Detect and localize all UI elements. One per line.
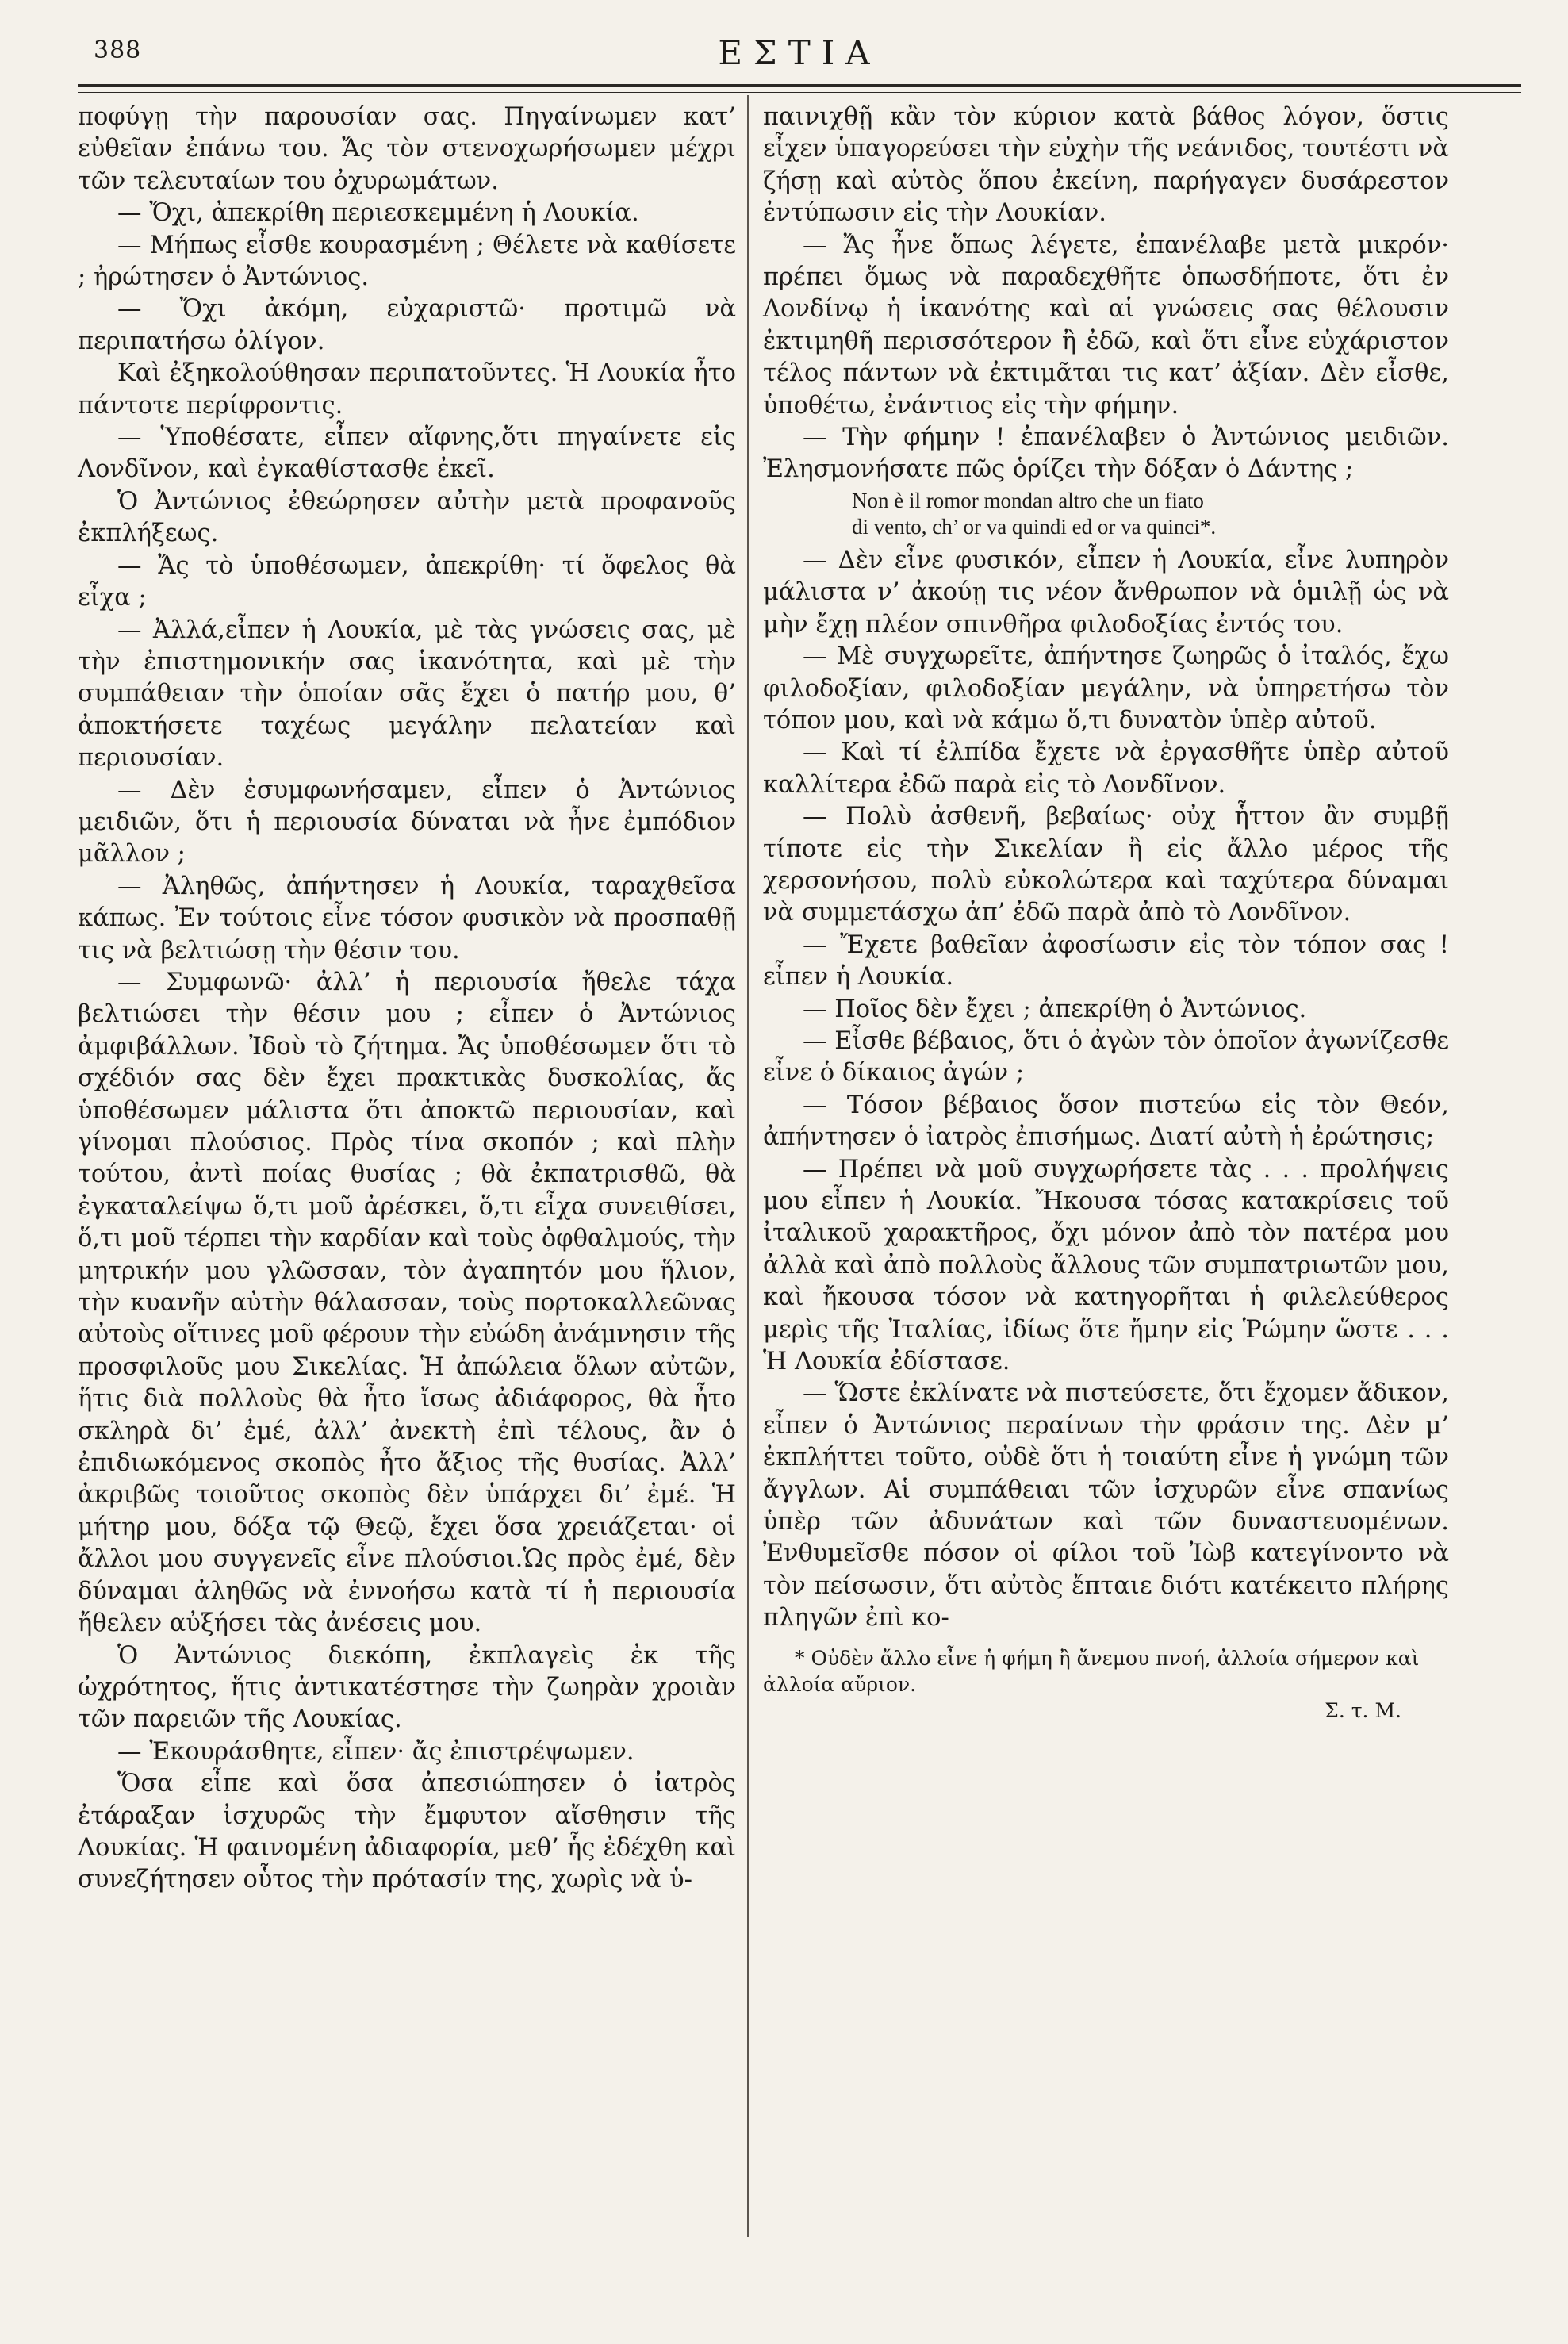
paragraph: ποφύγῃ τὴν παρουσίαν σας. Πηγαίνωμεν κατ’ εὐθεῖαν ἐπάνω του. Ἄς τὸν στενοχωρήσωμεν μέχρι τῶν τελευταίων του ὀχυρωμάτων. bbox=[78, 103, 736, 195]
right-column-lower bbox=[763, 545, 1449, 1635]
right-column bbox=[763, 102, 1449, 1724]
page-header bbox=[78, 30, 1521, 78]
paragraph: Ὅσα εἶπε καὶ ὅσα ἀπεσιώπησεν ὁ ἰατρὸς ἐτάραξαν ἰσχυρῶς τὴν ἔμφυτον αἴσθησιν τῆς Λουκίας. Ἡ φαινομένη ἀδιαφορία, μεθ’ ἧς ἐδέχθη καὶ συνεζήτησεν οὗτος τὴν πρότασίν της, χωρὶς νὰ ὑ- bbox=[78, 1770, 736, 1894]
paragraph: — Ἀλλά,εἶπεν ἡ Λουκία, μὲ τὰς γνώσεις σας, μὲ τὴν ἐπιστημονικήν σας ἱκανότητα, καὶ μὲ τὴν συμπάθειαν τὴν ὁποίαν σᾶς ἔχει ὁ πατήρ μου, θ’ ἀποκτήσετε ταχέως μεγάλην πελατείαν καὶ περιουσίαν. bbox=[78, 616, 736, 773]
quote-line: Non è il romor mondan altro che un fiato bbox=[852, 488, 1204, 512]
paragraph: — Ὥστε ἐκλίνατε νὰ πιστεύσετε, ὅτι ἔχομεν ἄδικον, εἶπεν ὁ Ἀντώνιος περαίνων τὴν φράσιν της. Δὲν μ’ ἐκπλήττει τοῦτο, οὐδὲ ὅτι ἡ τοιαύτη εἶνε ἡ γνώμη τῶν ἄγγλων. Αἱ συμπάθειαι τῶν ἰσχυρῶν εἶνε σπανίως ὑπὲρ τῶν ἀδυνάτων καὶ τῶν δυναστευομένων. Ἐνθυμεῖσθε πόσον οἱ φίλοι τοῦ Ἰὼβ κατεγίνοντο νὰ τὸν πείσωσιν, ὅτι αὐτὸς ἔπταιε διότι κατέκειτο πλήρης πληγῶν ἐπὶ κο- bbox=[763, 1379, 1449, 1632]
paragraph: — Ὑποθέσατε, εἶπεν αἴφνης,ὅτι πηγαίνετε εἰς Λονδῖνον, καὶ ἐγκαθίστασθε ἐκεῖ. bbox=[78, 424, 736, 484]
paragraph: — Πρέπει νὰ μοῦ συγχωρήσετε τὰς . . . προλήψεις μου εἶπεν ἡ Λουκία. Ἤκουσα τόσας κατακρίσεις τοῦ ἰταλικοῦ χαρακτῆρος, ὄχι μόνον ἀπὸ τὸν πατέρα μου ἀλλὰ καὶ ἀπὸ πολλοὺς ἄλλους τῶν συμπατριωτῶν μου, καὶ ἤκουσα τόσον νὰ κατηγορῆται ἡ φιλελεύθερος μερὶς τῆς Ἰταλίας, ἰδίως ὅτε ἤμην εἰς Ῥώμην ὥστε . . . Ἡ Λουκία ἐδίστασε. bbox=[763, 1155, 1449, 1376]
right-column-upper bbox=[763, 102, 1449, 486]
paragraph: — Δὲν εἶνε φυσικόν, εἶπεν ἡ Λουκία, εἶνε λυπηρὸν μάλιστα ν’ ἀκούῃ τις νέον ἄνθρωπον νὰ ὁμιλῇ ὡς νὰ μὴν ἔχῃ πλέον σπινθῆρα φιλοδοξίας ἐντός του. bbox=[763, 546, 1449, 639]
footnote: * Οὐδὲν ἄλλο εἶνε ἡ φήμη ἢ ἄνεμου πνοή, ἀλλοία σήμερον καὶ ἀλλοία αὔριον. bbox=[763, 1646, 1420, 1696]
paragraph: — Μήπως εἶσθε κουρασμένη ; Θέλετε νὰ καθίσετε ; ἠρώτησεν ὁ Ἀντώνιος. bbox=[78, 231, 736, 292]
paragraph: Ὁ Ἀντώνιος ἐθεώρησεν αὐτὴν μετὰ προφανοῦς ἐκπλήξεως. bbox=[78, 487, 736, 548]
paragraph: Ὁ Ἀντώνιος διεκόπη, ἐκπλαγεὶς ἐκ τῆς ὠχρότητος, ἥτις ἀντικατέστησε τὴν ζωηρὰν χροιὰν τῶν παρειῶν τῆς Λουκίας. bbox=[78, 1641, 736, 1734]
paragraph: Καὶ ἐξηκολούθησαν περιπατοῦντες. Ἡ Λουκία ἦτο πάντοτε περίφροντις. bbox=[78, 359, 736, 420]
page-number: 388 bbox=[94, 36, 142, 64]
paragraph: — Ἄς ἦνε ὅπως λέγετε, ἐπανέλαβε μετὰ μικρόν· πρέπει ὅμως νὰ παραδεχθῆτε ὁπωσδήποτε, ὅτι ἐν Λονδίνῳ ἡ ἱκανότης καὶ αἱ γνώσεις σας θέλουσιν ἐκτιμηθῆ περισσότερον ἢ ἐδῶ, καὶ ὅτι εἶνε εὐχάριστον τέλος πάντων νὰ ἐκτιμᾶται τις κατ’ ἀξίαν. Δὲν εἶσθε, ὑποθέτω, ἐνάντιος εἰς τὴν φήμην. bbox=[763, 231, 1449, 420]
paragraph: — Μὲ συγχωρεῖτε, ἀπήντησε ζωηρῶς ὁ ἰταλός, ἔχω φιλοδοξίαν, φιλοδοξίαν μεγάλην, νὰ ὑπηρετήσω τὸν τόπον μου, καὶ νὰ κάμω ὅ,τι δυνατὸν ὑπὲρ αὐτοῦ. bbox=[763, 643, 1449, 735]
paragraph: — Ἐκουράσθητε, εἶπεν· ἄς ἐπιστρέψωμεν. bbox=[117, 1737, 634, 1766]
footnote-signature: Σ. τ. Μ. bbox=[1325, 1698, 1401, 1722]
paragraph: παινιχθῇ κἂν τὸν κύριον κατὰ βάθος λόγον, ὅστις εἶχεν ὑπαγορεύσει τὴν εὐχὴν τῆς νεάνιδος, τουτέστι νὰ ζήσῃ καὶ αὐτὸς ὅπου ἐκείνη, παρήγαγεν δυσάρεστον ἐντύπωσιν εἰς τὴν Λουκίαν. bbox=[763, 103, 1449, 228]
column-divider bbox=[747, 95, 749, 2237]
header-rule-thin bbox=[78, 92, 1521, 93]
paragraph: — Δὲν ἐσυμφωνήσαμεν, εἶπεν ὁ Ἀντώνιος μειδιῶν, ὅτι ἡ περιουσία δύναται νὰ ἦνε ἐμπόδιον μᾶλλον ; bbox=[78, 776, 736, 869]
paragraph: — Ὄχι ἀκόμη, εὐχαριστῶ· προτιμῶ νὰ περιπατήσω ὀλίγον. bbox=[78, 295, 736, 355]
paragraph: — Τὴν φήμην ! ἐπανέλαβεν ὁ Ἀντώνιος μειδιῶν. Ἐλησμονήσατε πῶς ὁρίζει τὴν δόξαν ὁ Δάντης ; bbox=[763, 424, 1449, 484]
paragraph: — Ἔχετε βαθεῖαν ἀφοσίωσιν εἰς τὸν τόπον σας ! εἶπεν ἡ Λουκία. bbox=[763, 930, 1449, 992]
paragraph: — Ποῖος δὲν ἔχει ; ἀπεκρίθη ὁ Ἀντώνιος. bbox=[803, 995, 1307, 1023]
paragraph: — Καὶ τί ἐλπίδα ἔχετε νὰ ἐργασθῆτε ὑπὲρ αὐτοῦ καλλίτερα ἐδῶ παρὰ εἰς τὸ Λονδῖνον. bbox=[763, 738, 1449, 799]
left-column bbox=[78, 102, 736, 1897]
paragraph: — Πολὺ ἀσθενῆ, βεβαίως· οὐχ ἧττον ἂν συμβῇ τίποτε εἰς τὴν Σικελίαν ἢ εἰς ἄλλο μέρος τῆς χερσονήσου, πολὺ εὐκολώτερα καὶ ταχύτερα δύναμαι νὰ συμμετάσχω ἀπ’ ἐδῶ παρὰ ἀπὸ τὸ Λονδῖνον. bbox=[763, 803, 1449, 927]
journal-title: ΕΣΤΙΑ bbox=[718, 33, 881, 72]
paragraph: — Ἄς τὸ ὑποθέσωμεν, ἀπεκρίθη· τί ὄφελος θὰ εἶχα ; bbox=[78, 551, 736, 612]
paragraph: — Ἀληθῶς, ἀπήντησεν ἡ Λουκία, ταραχθεῖσα κάπως. Ἐν τούτοις εἶνε τόσον φυσικὸν νὰ προσπαθῇ τις νὰ βελτιώσῃ τὴν θέσιν του. bbox=[78, 872, 736, 965]
paragraph: — Ὄχι, ἀπεκρίθη περιεσκεμμένη ἡ Λουκία. bbox=[117, 199, 639, 228]
paragraph: — Τόσον βέβαιος ὅσον πιστεύω εἰς τὸν Θεόν, ἀπήντησεν ὁ ἰατρὸς ἐπισήμως. Διατί αὐτὴ ἡ ἐρώτησις; bbox=[763, 1091, 1449, 1152]
italian-quote bbox=[852, 488, 1449, 540]
paragraph: — Εἶσθε βέβαιος, ὅτι ὁ ἀγὼν τὸν ὁποῖον ἀγωνίζεσθε εἶνε ὁ δίκαιος ἀγών ; bbox=[763, 1026, 1449, 1088]
quote-line: di vento, ch’ or va quindi ed or va quinci*. bbox=[852, 514, 1217, 539]
paragraph: — Συμφωνῶ· ἀλλ’ ἡ περιουσία ἤθελε τάχα βελτιώσει τὴν θέσιν μου ; εἶπεν ὁ Ἀντώνιος ἀμφιβάλλων. Ἰδοὺ τὸ ζήτημα. Ἄς ὑποθέσωμεν ὅτι τὸ σχέδιόν σας δὲν ἔχει πρακτικὰς δυσκολίας, ἄς ὑποθέσωμεν μάλιστα ὅτι ἀποκτῶ περιουσίαν, καὶ γίνομαι πλούσιος. Πρὸς τίνα σκοπόν ; καὶ πλὴν τούτου, ἀντὶ ποίας θυσίας ; θὰ ἐκπατρισθῶ, θὰ ἐγκαταλείψω ὅ,τι μοῦ ἀρέσκει, ὅ,τι εἶχα συνειθίσει, ὅ,τι μοῦ τέρπει τὴν καρδίαν καὶ τοὺς ὀφθαλμούς, τὴν μητρικήν μου γλῶσσαν, τὸν ἀγαπητόν μου ἥλιον, τὴν κυανῆν αὐτὴν θάλασσαν, τοὺς πορτοκαλλεῶνας αὐτοὺς οἵτινες μοῦ φέρουν τὴν εὐώδη ἀνάμνησιν τῆς προσφιλοῦς μου Σικελίας. Ἡ ἀπώλεια ὅλων αὐτῶν, ἥτις διὰ πολλοὺς θὰ ἦτο ἴσως ἀδιάφορος, θὰ ἦτο σκληρὰ δι’ ἐμέ, ἀλλ’ ἀνεκτὴ ἐπὶ τέλους, ἂν ὁ ἐπιδιωκόμενος σκοπὸς ἦτο ἄξιος τῆς θυσίας. Ἀλλ’ ἀκριβῶς τοιοῦτος σκοπὸς δὲν ὑπάρχει δι’ ἐμέ. Ἡ μήτηρ μου, δόξα τῷ Θεῷ, ἔχει ὅσα χρειάζεται· οἱ ἄλλοι μου συγγενεῖς εἶνε πλούσιοι.Ὡς πρὸς ἐμέ, δὲν δύναμαι ἀληθῶς νὰ ἐννοήσω κατὰ τί ἡ περιουσία ἤθελεν αὐξήσει τὰς ἀνέσεις μου. bbox=[78, 968, 736, 1638]
header-rule bbox=[78, 84, 1521, 87]
